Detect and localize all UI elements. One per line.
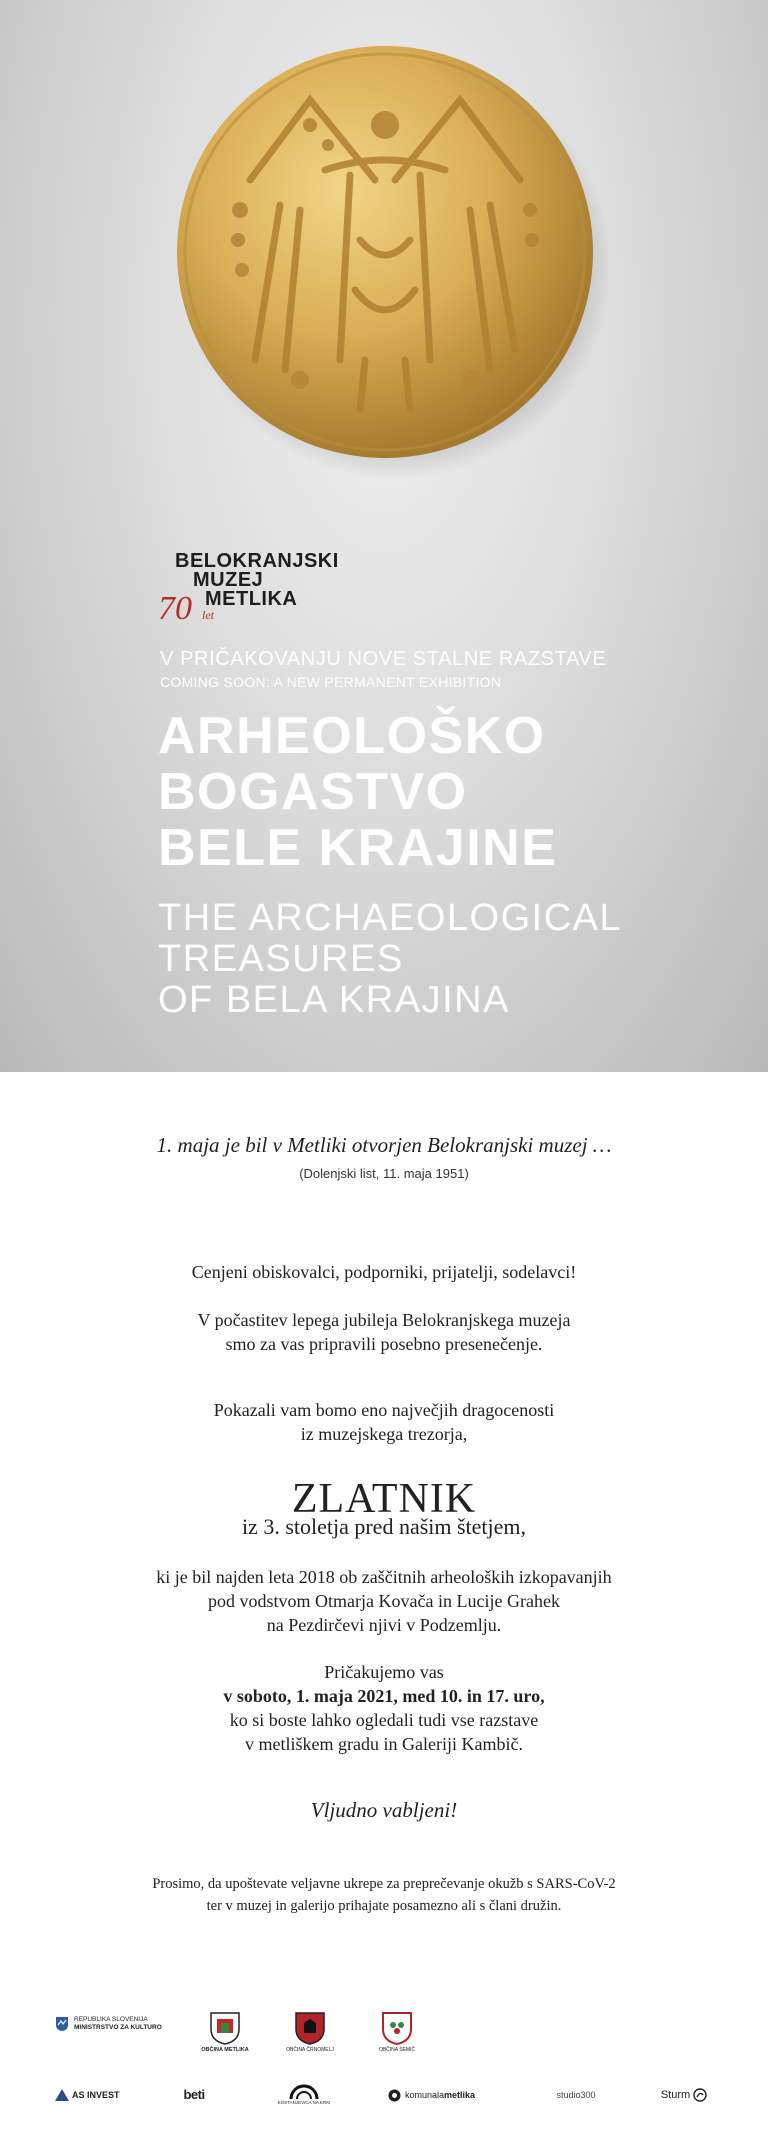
- event-paragraph: [0, 1660, 768, 1756]
- beti-label: beti: [183, 2086, 205, 2102]
- title-english-line: TREASURES: [158, 938, 404, 980]
- show-line: iz muzejskega trezorja,: [300, 1424, 468, 1444]
- as-invest-label: AS INVEST: [72, 2090, 120, 2100]
- semic-coat-of-arms-icon: [381, 2011, 413, 2045]
- jubilee-paragraph: [0, 1308, 768, 1356]
- komunala-logo-icon: [388, 2089, 401, 2102]
- studio300-label: studio300: [556, 2090, 596, 2100]
- anniversary-mark: [158, 590, 214, 628]
- obcina-crnomelj-label: OBČINA ČRNOMELJ: [286, 2047, 334, 2053]
- title-slovene-line: ARHEOLOŠKO: [158, 707, 546, 765]
- museum-logo: [175, 552, 339, 609]
- sponsor-sturm: [652, 2085, 716, 2105]
- as-invest-logo-icon: [55, 2089, 69, 2101]
- see-line: ko si boste lahko ogledali tudi vse razstave: [229, 1710, 539, 1730]
- title-english-line: THE ARCHAEOLOGICAL: [158, 897, 623, 939]
- greeting: Cenjeni obiskovalci, podporniki, prijatelji, sodelavci!: [191, 1262, 577, 1282]
- lead-english: COMING SOON: A NEW PERMANENT EXHIBITION: [160, 674, 502, 690]
- title-slovene-line: BELE KRAJINE: [158, 819, 558, 877]
- sponsor-obcina-metlika: [200, 2006, 250, 2058]
- gold-coin-image: [160, 30, 615, 485]
- sponsor-komunala-metlika: [388, 2085, 498, 2105]
- title-english-line: OF BELA KRAJINA: [158, 979, 510, 1021]
- sponsor-as-invest: [55, 2085, 130, 2105]
- sponsor-obcina-semic: [372, 2006, 422, 2058]
- obcina-semic-label: OBČINA SEMIČ: [378, 2047, 416, 2053]
- covid-note: [0, 1873, 768, 1917]
- sponsor-beti: [176, 2083, 212, 2105]
- quote-source: (Dolenjski list, 11. maja 1951): [299, 1166, 469, 1181]
- title-slovene-line: BOGASTVO: [158, 763, 468, 821]
- sponsor-ministry: [55, 2012, 175, 2036]
- lead-slovene: V PRIČAKOVANJU NOVE STALNE RAZSTAVE: [160, 648, 607, 670]
- metlika-coat-of-arms-icon: [209, 2011, 241, 2045]
- kostanjevica-label: KOSTANJEVICA NA KRKI: [277, 2099, 331, 2105]
- event-date: v soboto, 1. maja 2021, med 10. in 17. uro,: [223, 1686, 545, 1706]
- komunala-prefix: komunala: [405, 2090, 445, 2100]
- historic-quote: 1. maja je bil v Metliki otvorjen Belokranjski muzej …: [156, 1133, 612, 1157]
- jubilee-line: V počastitev lepega jubileja Belokranjskega muzeja: [197, 1310, 571, 1330]
- museum-logo-line3: METLIKA: [205, 588, 298, 610]
- sturm-label: Sturm: [660, 2089, 691, 2101]
- anniversary-label: let: [202, 608, 214, 622]
- covid-note-line: Prosimo, da upoštevate veljavne ukrepe za preprečevanje okužb s SARS-CoV-2: [152, 1876, 616, 1892]
- museum-logo-line2: MUZEJ: [193, 569, 264, 591]
- found-paragraph: [0, 1565, 768, 1637]
- highlight-title: ZLATNIK: [291, 1476, 477, 1522]
- anniversary-number: 70: [158, 590, 192, 627]
- komunala-bold: metlika: [444, 2090, 476, 2100]
- expect-line: Pričakujemo vas: [324, 1662, 444, 1682]
- show-paragraph: [0, 1398, 768, 1446]
- hero-banner: [0, 0, 768, 1072]
- sturm-logo-icon: [693, 2088, 707, 2102]
- sponsor-kostanjevica: [272, 2076, 336, 2112]
- title-english: [158, 898, 622, 1021]
- slovenia-crest-icon: [55, 2016, 69, 2032]
- museum-logo-line1: BELOKRANJSKI: [175, 550, 339, 572]
- found-line: na Pezdirčevi njivi v Podzemlju.: [266, 1615, 502, 1635]
- closing-line: Vljudno vabljeni!: [310, 1798, 458, 1822]
- jubilee-line: smo za vas pripravili posebno presenečenje.: [225, 1334, 543, 1354]
- ministry-line2: MINISTRSTVO ZA KULTURO: [74, 2024, 162, 2031]
- crnomelj-coat-of-arms-icon: [294, 2011, 326, 2045]
- obcina-metlika-label: OBČINA METLIKA: [201, 2047, 249, 2053]
- kostanjevica-logo-icon: [289, 2084, 319, 2100]
- found-line: pod vodstvom Otmarja Kovača in Lucije Grahek: [208, 1591, 560, 1611]
- see-line: v metliškem gradu in Galeriji Kambič.: [245, 1734, 523, 1754]
- ministry-line1: REPUBLIKA SLOVENIJA: [74, 2016, 148, 2023]
- sponsor-studio300: [548, 2085, 604, 2105]
- found-line: ki je bil najden leta 2018 ob zaščitnih arheoloških izkopavanjih: [156, 1567, 612, 1587]
- title-slovene: [158, 708, 557, 876]
- show-line: Pokazali vam bomo eno največjih dragocenosti: [213, 1400, 555, 1420]
- highlight-subtitle: iz 3. stoletja pred našim štetjem,: [241, 1514, 527, 1539]
- covid-note-line: ter v muzej in galerijo prihajate posamezno ali s člani družin.: [206, 1898, 562, 1914]
- sponsor-obcina-crnomelj: [285, 2006, 335, 2058]
